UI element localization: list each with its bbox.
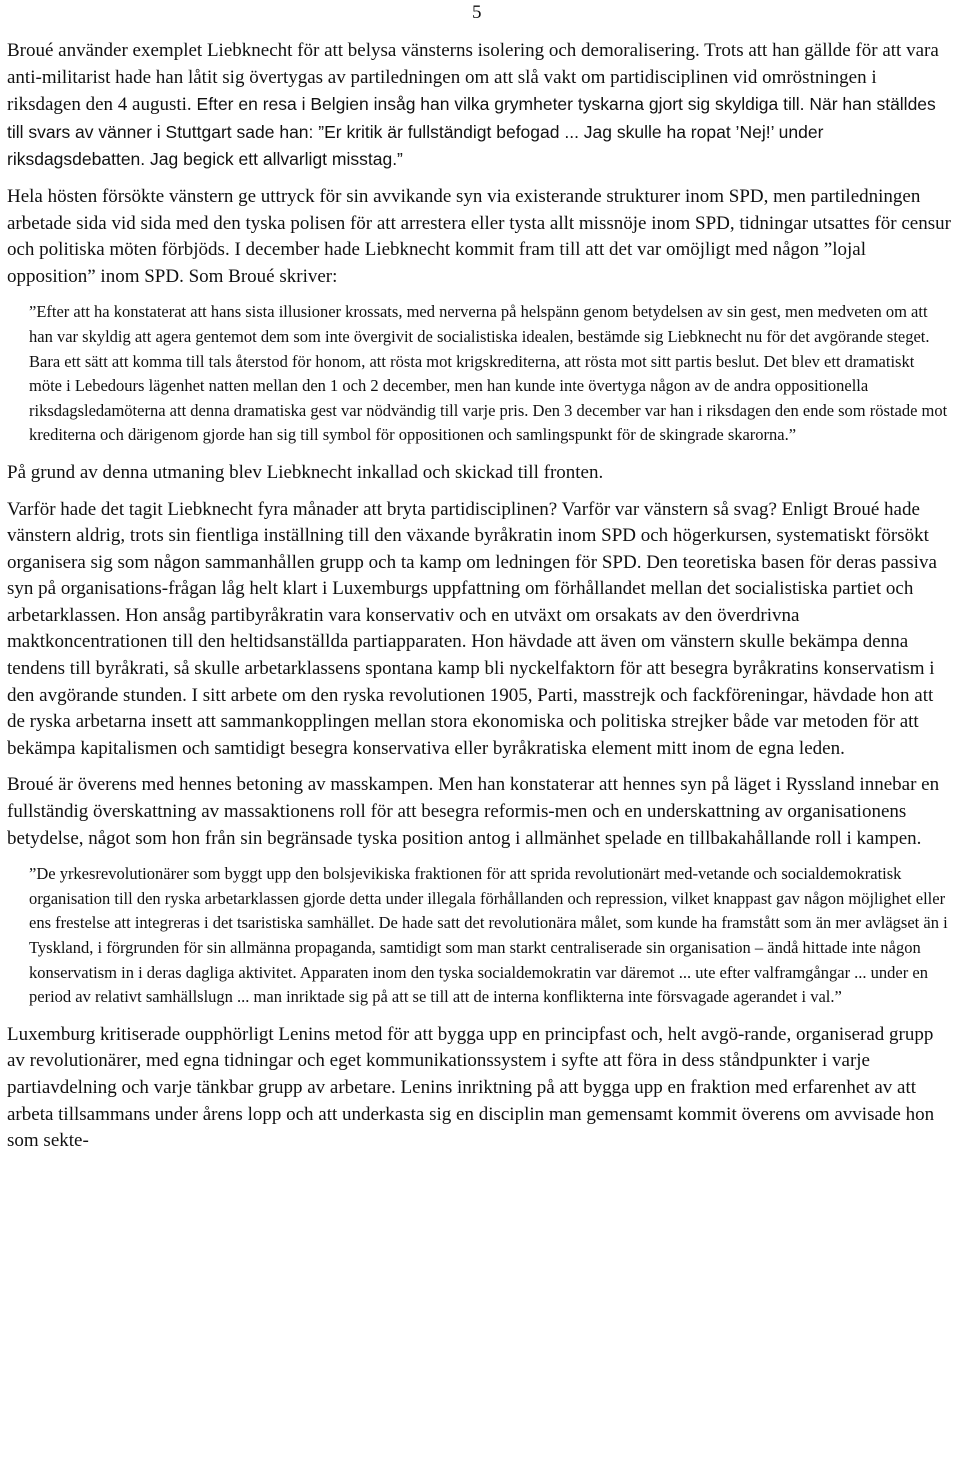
paragraph-why: Varför hade det tagit Liebknecht fyra månader att bryta partidisciplinen? Varför var vänstern så svag? Enligt Broué hade vänstern aldrig, trots sin fientliga inställning till den växande byråkratin inom SPD och högerkursen, systematiskt försökt organisera sig som någon sammanhållen grupp och ta kamp om ledningen för SPD. Den teoretiska basen för deras passiva syn på organisations-frågan låg helt klart i Luxemburgs uppfattning om förhållandet mellan det socialistiska partiet och arbetarklassen. Hon ansåg partibyråkratin vara konservativ och en utväxt om orsakats av den överdrivna maktkoncentrationen till den heltidsanställda partiapparaten. Hon hävdade att även om vänstern skulle bekämpa denna tendens till byråkrati, så skulle arbetarklassens spontana kamp bli nyckelfaktorn för att besegra byråkratins konservatism i den avgörande stunden. I sitt arbete om den ryska revolutionen 1905, Parti, masstrejk och fackföreningar, hävdade hon att de ryska arbetarna insett att sammankopplingen mellan stora ekonomiska och politiska strejker både var metoden för att bekämpa kapitalismen och samtidigt besegra konservativa eller byråkratiska element mitt inom de egna leden.: [7, 498, 937, 759]
page-number: 5: [472, 2, 482, 23]
document-body: [7, 38, 953, 1165]
block-quote-broue: ”Efter att ha konstaterat att hans sista illusioner krossats, med nerverna på helspänn genom betydelsen av sin gest, men medveten om att han var skyldig att agera gentemot dem som inte övergivit de socialistiska idealen, bestämde sig Liebknecht nu för det avgörande steget. Bara ett sätt att komma till tals återstod för honom, att rösta mot krigskrediterna, att rösta mot sitt partis beslut. Det blev ett dramatiskt möte i Lebedours lägenhet natten mellan den 1 och 2 december, men han kunde inte övertyga någon av de andra oppositionella riksdagsledamöterna att denna dramatiska gest var nödvändig till varje pris. Den 3 december var han i riksdagen den ende som röstade mot krediterna och därigenom gjorde han sig till symbol för oppositionen och samlingspunkt för de skingrade skarorna.”: [29, 302, 948, 445]
paragraph-luxemburg: Luxemburg kritiserade oupphörligt Lenins metod för att bygga upp en principfast och, helt avgö-rande, organiserad grupp av revolutionärer, med egna tidningar och eget kommunikationssystem i syfte att föra in dess ståndpunkter i varje partiavdelning och varje tänkbar grupp av arbetare. Lenins inriktning på att bygga upp en fraktion med erfarenhet av att arbeta tillsammans under årens lopp och att underkasta sig en disciplin man gemensamt kommit överens om avvisade hon som sekte-: [7, 1023, 935, 1152]
paragraph-masskamp: Broué är överens med hennes betoning av masskampen. Men han konstaterar att hennes syn på läget i Ryssland innebar en fullständig överskattning av massaktionens roll för att besegra reformis-men och en underskattning av organisationens betydelse, något som hon från sin begränsade tyska position antog i allmänhet spelade en tillbakahållande roll i kampen.: [7, 774, 940, 849]
paragraph-intro: [7, 38, 953, 174]
block-quote-bolsheviks: ”De yrkesrevolutionärer som byggt upp den bolsjevikiska fraktionen för att sprida revolutionärt med-vetande och socialdemokratisk organisation till den ryska arbetarklassen gjorde detta under illegala förhållanden och repression, vilket knappast gav någon möjlighet eller ens frestelse att integreras i det tsaristiska samhället. De hade satt det revolutionära målet, som kunde ha framstått som än mer avlägset än i Tyskland, i förgrunden för sin allmänna propaganda, samtidigt som man starkt centraliserade sin organisation – ändå hittade inte någon konservatism in i deras dagliga aktivitet. Apparaten inom den tyska socialdemokratin var däremot ... ute efter valframgångar ... under en period av relativt samhällslugn ... man inriktade sig på att se till att de interna konflikterna inte försvagade agerandet i val.”: [29, 864, 948, 1007]
paragraph-intro-text: Broué använder exemplet Liebknecht för att belysa vänsterns isolering och demoralisering. Trots att han gällde för att vara anti-militarist hade han låtit sig övertygas av partiledningen om att slå vakt om partidisciplinen vid omröstningen i riksdagen den 4 augusti.: [7, 40, 939, 116]
paragraph-intro-sans-text: Efter en resa i Belgien insåg han vilka grymheter tyskarna gjort sig skyldiga till. När han ställdes till svars av vänner i Stuttgart sade han: ”Er kritik är fullständigt befogad ... Jag skulle ha ropat ’Nej!’ under riksdagsdebatten. Jag begick ett allvarligt misstag.”: [7, 94, 936, 170]
paragraph-front: På grund av denna utmaning blev Liebknecht inkallad och skickad till fronten.: [7, 461, 604, 483]
paragraph-autumn: Hela hösten försökte vänstern ge uttryck för sin avvikande syn via existerande strukturer inom SPD, men partiledningen arbetade sida vid sida med den tyska polisen för att arrestera eller tysta allt missnöje inom SPD, tidningar utsattes för censur och politiska möten förbjöds. I december hade Liebknecht kommit fram till att det var omöjligt med någon ”lojal opposition” inom SPD. Som Broué skriver:: [7, 185, 951, 287]
